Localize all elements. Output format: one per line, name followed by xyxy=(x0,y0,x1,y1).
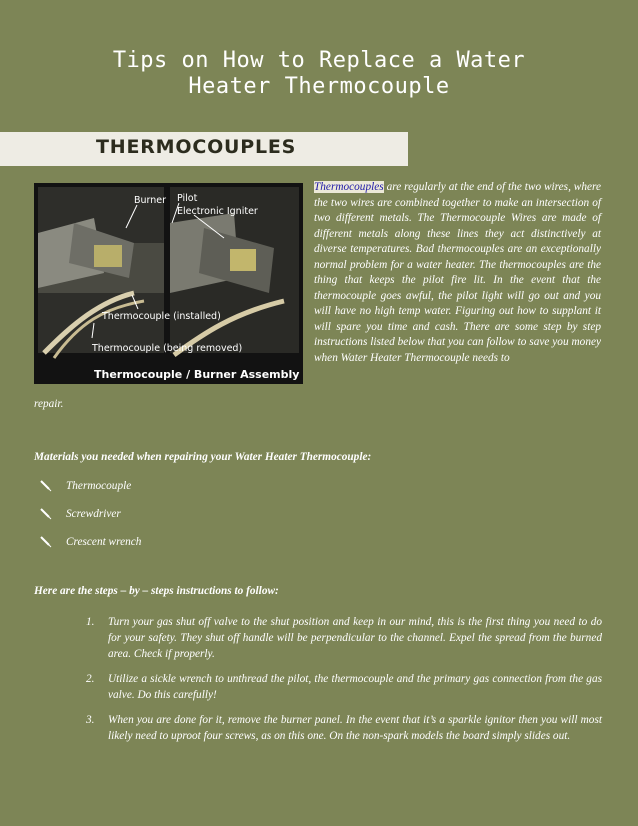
label-electronic-igniter: Electronic Igniter xyxy=(177,206,258,217)
material-item-label: Crescent wrench xyxy=(66,536,142,548)
list-item xyxy=(38,507,141,535)
step-number: 1. xyxy=(86,616,95,628)
label-thermocouple-removed: Thermocouple (being removed) xyxy=(92,343,243,354)
pencil-bullet-icon xyxy=(38,479,66,493)
label-burner: Burner xyxy=(134,195,167,206)
intro-paragraph xyxy=(314,180,601,366)
section-heading-bar xyxy=(0,132,408,166)
step-number: 3. xyxy=(86,714,95,726)
step-text: Utilize a sickle wrench to unthread the pilot, the thermocouple and the primary gas connection from the gas valve. Do this carefully! xyxy=(108,673,602,701)
label-pilot: Pilot xyxy=(177,193,198,204)
materials-heading: Materials you needed when repairing your Water Heater Thermocouple: xyxy=(34,451,372,463)
step-text: Turn your gas shut off valve to the shut position and keep in our mind, this is the first thing you need to do for your safety. They shut off handle will be perpendicular to the channel. Expel the spread from the burned area. Check if properly. xyxy=(108,616,602,660)
page-title xyxy=(0,48,638,100)
thermocouple-burner-photo xyxy=(34,183,303,384)
list-item xyxy=(86,671,602,703)
material-item-label: Thermocouple xyxy=(66,480,132,492)
intro-ending: repair. xyxy=(34,398,64,410)
list-item xyxy=(38,535,141,563)
step-number: 2. xyxy=(86,673,95,685)
list-item xyxy=(86,614,602,662)
thermocouples-link[interactable]: Thermocouples xyxy=(314,181,384,193)
label-thermocouple-installed: Thermocouple (installed) xyxy=(102,311,221,322)
step-text: When you are done for it, remove the burner panel. In the event that it’s a sparkle ignitor then you will most likely need to uproot four screws, as on this one. On the non-spark models the board simply slides out. xyxy=(108,714,602,742)
title-line-2: Heater Thermocouple xyxy=(188,74,450,99)
materials-list xyxy=(38,479,141,563)
steps-heading: Here are the steps – by – steps instructions to follow: xyxy=(34,585,279,597)
pencil-bullet-icon xyxy=(38,507,66,521)
list-item xyxy=(86,712,602,744)
material-item-label: Screwdriver xyxy=(66,508,121,520)
figure-caption: Thermocouple / Burner Assembly xyxy=(94,368,300,381)
section-heading: THERMOCOUPLES xyxy=(96,136,297,158)
steps-list xyxy=(86,614,602,753)
intro-text: are regularly at the end of the two wires, where the two wires are combined together to make an intersection of two different metals. The Thermocouple Wires are made of different metals along these lines they act distinctively at diverse temperatures. Bad thermocouples are an exceptionally normal problem for a water heater. The thermocouples are the thing that keeps the pilot fire lit. In the event that the thermocouple goes awful, the pilot light will go out and you will have no high temp water. Figuring out how to supplant it will spare you time and cash. There are some step by step instructions listed below that you can follow to save you money when Water Heater Thermocouple needs to xyxy=(314,181,601,364)
list-item xyxy=(38,479,141,507)
pencil-bullet-icon xyxy=(38,535,66,549)
title-line-1: Tips on How to Replace a Water xyxy=(112,48,526,73)
